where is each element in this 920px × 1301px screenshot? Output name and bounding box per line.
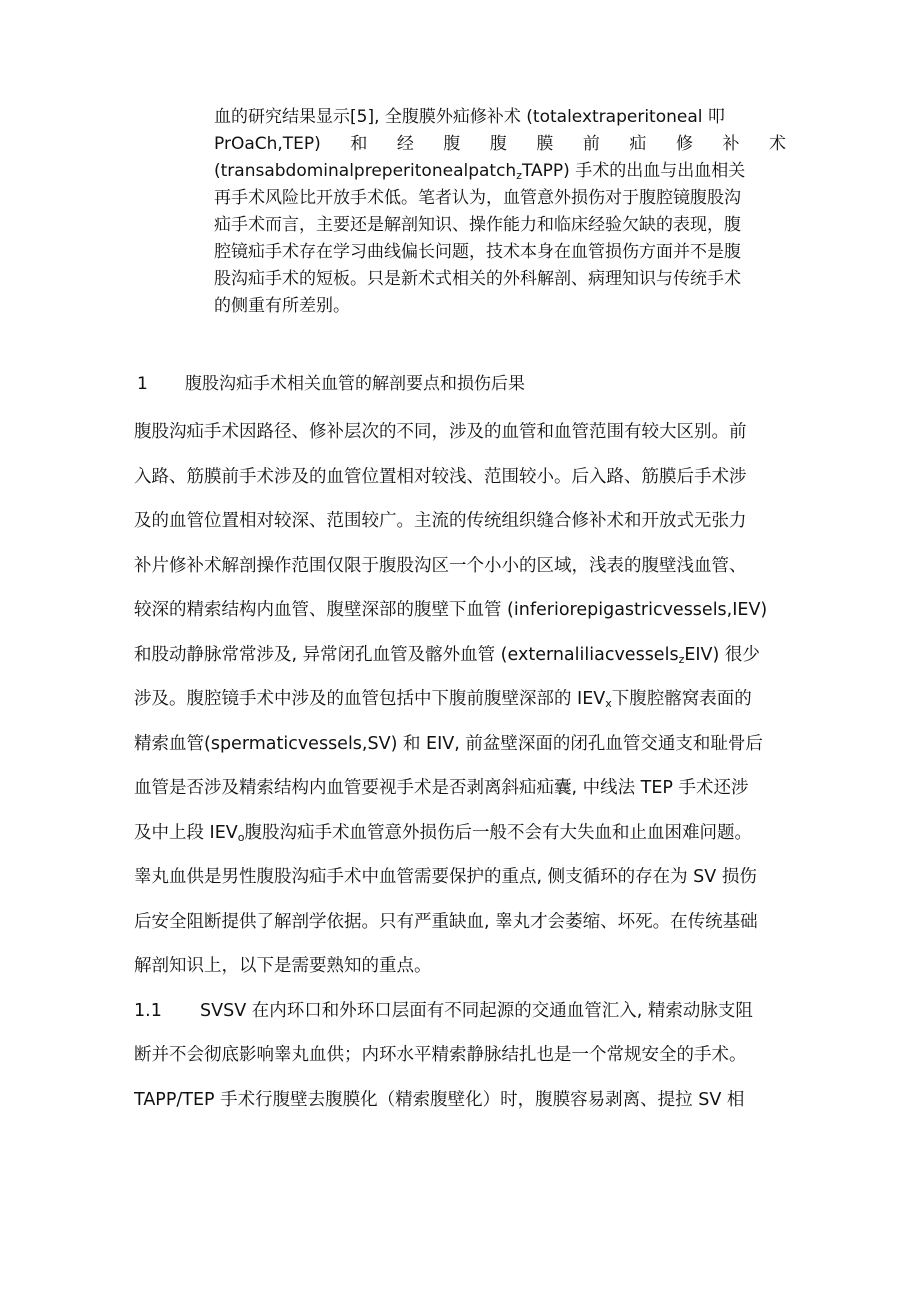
- section-number: 1: [137, 374, 148, 394]
- intro-line-3: [214, 158, 786, 185]
- body-line-subscript: x: [605, 697, 612, 710]
- body-line: [134, 821, 794, 866]
- body-line: 解剖知识上，以下是需要熟知的重点。: [134, 956, 432, 976]
- intro-line-8: 的侧重有所差别。: [214, 296, 350, 316]
- intro-line-2-word: 修: [675, 134, 693, 154]
- section-title: 腹股沟疝手术相关血管的解剖要点和损伤后果: [185, 374, 525, 394]
- section-heading: [137, 372, 525, 396]
- intro-line-3-text-end: TAPP) 手术的出血与出血相关: [521, 161, 746, 181]
- intro-line-2-word: PrOaCh,TEP): [214, 134, 321, 154]
- body-line: 睾丸血供是男性腹股沟疝手术中血管需要保护的重点, 侧支循环的存在为 SV 损伤: [134, 867, 757, 887]
- intro-line-2-word: 补: [722, 134, 740, 154]
- body-line: 断并不会彻底影响睾丸血供；内环水平精索静脉结扎也是一个常规安全的手术。: [134, 1045, 747, 1065]
- intro-line-2: [214, 131, 786, 158]
- body-line-text: 和股动静脉常常涉及, 异常闭孔血管及髂外血管 (externaliliacvessels: [134, 644, 679, 665]
- intro-line-2-word: 经: [396, 134, 414, 154]
- intro-line-5: 疝手术而言，主要还是解剖知识、操作能力和临床经验欠缺的表现，腹: [214, 215, 741, 235]
- subsection-line: [134, 999, 794, 1044]
- intro-line-2-word: 术: [768, 134, 786, 154]
- body-line: 及的血管位置相对较深、范围较广。主流的传统组织缝合修补术和开放式无张力: [134, 511, 747, 531]
- body-line: 补片修补术解剖操作范围仅限于腹股沟区一个小小的区域，浅表的腹壁浅血管、: [134, 555, 747, 576]
- intro-line-2-word: 腹: [443, 134, 461, 154]
- intro-line-6: 腔镜疝手术存在学习曲线偏长问题，技术本身在血管损伤方面并不是腹: [214, 242, 741, 262]
- intro-line-2-word: 疝: [629, 134, 647, 154]
- intro-line-4: 再手术风险比开放手术低。笔者认为，血管意外损伤对于腹腔镜腹股沟: [214, 188, 741, 208]
- intro-line-7: 股沟疝手术的短板。只是新术式相关的外科解剖、病理知识与传统手术: [214, 269, 741, 289]
- body-line-subscript: z: [678, 652, 685, 666]
- body-line: [134, 643, 794, 688]
- intro-paragraph: [214, 104, 786, 320]
- body-line-text-end: 下腹腔髂窝表面的: [611, 689, 752, 709]
- body-line: [134, 687, 794, 732]
- body-line: 精索血管(spermaticvessels,SV) 和 EIV, 前盆壁深面的闭孔血管交通支和耻骨后: [134, 733, 763, 754]
- body-line: 较深的精索结构内血管、腹壁深部的腹壁下血管 (inferiorepigastricvessels,IEV): [134, 600, 768, 620]
- body-line: TAPP/TEP 手术行腹壁去腹膜化（精索腹壁化）时，腹膜容易剥离、提拉 SV 相: [134, 1089, 745, 1110]
- intro-line-2-word: 膜: [536, 134, 554, 154]
- intro-line-3-text: (transabdominalpreperitonealpatch: [214, 161, 517, 181]
- body-line: 血管是否涉及精索结构内血管要视手术是否剥离斜疝疝囊, 中线法 TEP 手术还涉: [134, 778, 749, 798]
- intro-line-2-word: 腹: [489, 134, 507, 154]
- body-line: 后安全阻断提供了解剖学依据。只有严重缺血, 睾丸才会萎缩、坏死。在传统基础: [134, 911, 758, 932]
- intro-line-2-word: 前: [582, 134, 600, 154]
- subsection-number: 1.1: [134, 1000, 162, 1021]
- body-line-subscript: o: [237, 830, 245, 844]
- subsection-text: SVSV 在内环口和外环口层面有不同起源的交通血管汇入, 精索动脉支阻: [200, 1000, 753, 1021]
- body-line: 腹股沟疝手术因路径、修补层次的不同，涉及的血管和血管范围有较大区别。前: [134, 422, 747, 442]
- body-paragraph: [134, 420, 794, 1132]
- body-line-text-end: 腹股沟疝手术血管意外损伤后一般不会有大失血和止血困难问题。: [244, 822, 752, 843]
- intro-line-2-word: 和: [350, 134, 368, 154]
- body-line-text: 涉及。腹腔镜手术中涉及的血管包括中下腹前腹壁深部的 IEV: [134, 689, 606, 709]
- intro-line-3-subscript: z: [516, 169, 522, 182]
- body-line-text-end: EIV) 很少: [684, 644, 760, 665]
- body-line-text: 及中上段 IEV: [134, 822, 238, 843]
- intro-line-1: 血的研究结果显示[5], 全腹膜外疝修补术 (totalextraperitoneal 叩: [214, 107, 725, 127]
- body-line: 入路、筋膜前手术涉及的血管位置相对较浅、范围较小。后入路、筋膜后手术涉: [134, 466, 747, 487]
